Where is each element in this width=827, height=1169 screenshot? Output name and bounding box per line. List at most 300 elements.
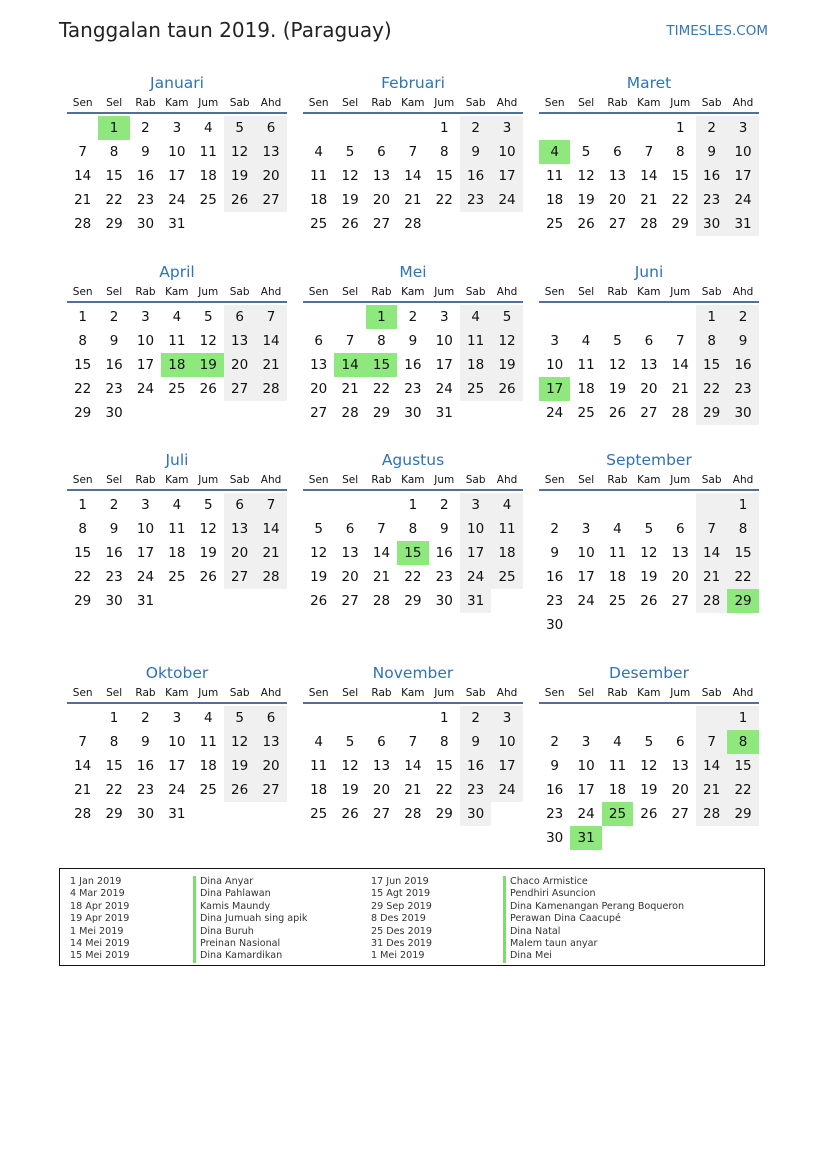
- weekday-label: Rab: [135, 286, 156, 298]
- day-cell: 27: [341, 593, 359, 609]
- empty-cell: [570, 305, 601, 329]
- day-cell: 17: [577, 569, 595, 585]
- day-cell: 6: [314, 333, 323, 349]
- day-cell: 30: [546, 617, 564, 633]
- day-cell: 25: [168, 569, 186, 585]
- day-cell: 27: [372, 216, 391, 232]
- legend-name: Preinan Nasional: [200, 937, 281, 949]
- day-cell: 11: [608, 545, 627, 561]
- weekday-label: Kam: [165, 286, 189, 298]
- day-cell: 7: [644, 144, 654, 160]
- empty-cell: [334, 706, 365, 730]
- day-cell: 13: [671, 758, 689, 774]
- day-cell: 19: [608, 381, 627, 397]
- empty-cell: [633, 116, 664, 140]
- day-cell: 8: [675, 144, 685, 160]
- day-cell: 22: [372, 381, 391, 397]
- weekday-header: [303, 684, 523, 704]
- empty-cell: [303, 116, 334, 140]
- day-cell: 17: [168, 168, 186, 184]
- weekday-label: Kam: [401, 97, 425, 109]
- empty-cell: [397, 116, 428, 140]
- day-cell: 27: [372, 806, 391, 822]
- day-cell: 7: [408, 734, 418, 750]
- day-cell: 26: [310, 593, 328, 609]
- weekday-label: Jum: [198, 474, 219, 486]
- day-cell: 20: [372, 782, 391, 798]
- day-cell: 4: [314, 734, 323, 750]
- empty-cell: [334, 305, 365, 329]
- day-cell: 21: [372, 569, 391, 585]
- month-name: November: [372, 664, 454, 682]
- empty-cell: [633, 493, 664, 517]
- legend-date: 8 Des 2019: [371, 913, 426, 925]
- month-name: Januari: [150, 74, 204, 92]
- day-cell: 26: [577, 216, 595, 232]
- legend-name: Dina Buruh: [200, 925, 254, 937]
- legend-date: 25 Des 2019: [371, 925, 433, 937]
- day-cell: 10: [168, 734, 186, 750]
- day-cell: 25: [310, 806, 328, 822]
- legend-name: Dina Pahlawan: [200, 888, 271, 900]
- empty-cell: [602, 116, 633, 140]
- weekday-header: [539, 471, 759, 491]
- day-cell: 2: [439, 497, 449, 513]
- day-cell: 27: [255, 778, 286, 802]
- day-cell: 25: [199, 782, 217, 798]
- day-cell: 22: [435, 782, 453, 798]
- day-cell: 20: [608, 192, 627, 208]
- day-cell: 29: [696, 401, 727, 425]
- day-cell: 13: [372, 168, 391, 184]
- holiday-day-cell: 17: [539, 377, 570, 401]
- weekday-label: Jum: [198, 286, 219, 298]
- weekday-label: Sen: [72, 474, 93, 486]
- day-cell: 23: [460, 778, 491, 802]
- empty-cell: [602, 706, 633, 730]
- day-cell: 12: [224, 140, 255, 164]
- weekday-label: Rab: [135, 97, 156, 109]
- day-cell: 19: [577, 192, 595, 208]
- day-cell: 23: [696, 188, 727, 212]
- legend-name: Pendhiri Asuncion: [510, 888, 596, 900]
- day-cell: 27: [608, 216, 627, 232]
- day-cell: 22: [671, 192, 689, 208]
- day-cell: 15: [74, 357, 92, 373]
- weekday-header: [539, 684, 759, 704]
- day-cell: 12: [608, 357, 627, 373]
- day-cell: 16: [727, 353, 758, 377]
- day-cell: 13: [224, 517, 255, 541]
- weekday-label: Rab: [371, 474, 392, 486]
- day-cell: 17: [136, 357, 155, 373]
- month-name: Agustus: [381, 451, 445, 469]
- day-cell: 24: [168, 782, 186, 798]
- day-cell: 19: [224, 754, 255, 778]
- day-cell: 14: [372, 545, 391, 561]
- month-name: Juli: [165, 451, 189, 469]
- day-cell: 26: [224, 778, 255, 802]
- day-cell: 30: [460, 802, 491, 826]
- day-cell: 28: [74, 806, 92, 822]
- weekday-label: Sel: [106, 474, 123, 486]
- weekday-header: [67, 94, 287, 114]
- day-cell: 7: [78, 144, 87, 160]
- weekday-label: Sab: [229, 474, 250, 486]
- day-cell: 1: [439, 120, 449, 136]
- day-cell: 23: [136, 782, 155, 798]
- day-cell: 29: [671, 216, 689, 232]
- day-cell: 21: [255, 541, 286, 565]
- day-cell: 18: [460, 353, 491, 377]
- weekday-label: Sab: [229, 687, 250, 699]
- weekday-label: Kam: [637, 97, 661, 109]
- day-cell: 9: [408, 333, 418, 349]
- day-cell: 19: [199, 545, 217, 561]
- day-cell: 6: [224, 305, 255, 329]
- weekday-label: Sen: [308, 286, 329, 298]
- empty-cell: [570, 116, 601, 140]
- day-cell: 12: [341, 168, 359, 184]
- month-mei: [303, 261, 523, 425]
- legend-name: Kamis Maundy: [200, 900, 271, 912]
- day-cell: 16: [546, 782, 564, 798]
- day-cell: 7: [377, 521, 386, 537]
- weekday-label: Rab: [135, 687, 156, 699]
- day-cell: 14: [696, 541, 727, 565]
- day-cell: 3: [172, 120, 182, 136]
- day-cell: 13: [310, 357, 328, 373]
- legend-date: 29 Sep 2019: [371, 900, 432, 912]
- day-cell: 31: [727, 212, 758, 236]
- holiday-day-cell: 8: [727, 730, 758, 754]
- day-cell: 9: [460, 730, 491, 754]
- day-cell: 10: [546, 357, 564, 373]
- day-cell: 13: [372, 758, 391, 774]
- day-cell: 16: [546, 569, 564, 585]
- holiday-day-cell: 1: [366, 305, 397, 329]
- day-cell: 22: [696, 377, 727, 401]
- day-cell: 4: [460, 305, 491, 329]
- day-cell: 9: [439, 521, 449, 537]
- legend-dates-right: [371, 876, 432, 963]
- day-cell: 18: [546, 192, 564, 208]
- day-cell: 23: [460, 188, 491, 212]
- day-cell: 4: [581, 333, 591, 349]
- day-cell: 27: [310, 405, 328, 421]
- day-cell: 14: [74, 758, 92, 774]
- day-cell: 12: [199, 521, 217, 537]
- weekday-label: Kam: [637, 286, 661, 298]
- day-cell: 11: [310, 758, 328, 774]
- weekday-label: Sen: [544, 286, 565, 298]
- day-cell: 20: [255, 754, 286, 778]
- weekday-label: Kam: [637, 687, 661, 699]
- legend-date: 15 Agt 2019: [371, 888, 431, 900]
- holiday-day-cell: 1: [98, 116, 129, 140]
- day-cell: 12: [341, 758, 359, 774]
- legend-date: 1 Jan 2019: [70, 876, 122, 887]
- day-cell: 12: [224, 730, 255, 754]
- day-cell: 20: [224, 541, 255, 565]
- day-cell: 28: [404, 806, 422, 822]
- day-cell: 8: [377, 333, 386, 349]
- day-cell: 11: [546, 168, 564, 184]
- day-cell: 28: [74, 216, 92, 232]
- month-juni: [539, 261, 759, 425]
- weekday-label: Ahd: [496, 286, 518, 298]
- day-cell: 15: [105, 758, 123, 774]
- day-grid: [67, 305, 287, 425]
- weekday-label: Sab: [465, 474, 486, 486]
- day-cell: 16: [696, 164, 727, 188]
- weekday-label: Jum: [670, 286, 691, 298]
- day-cell: 22: [74, 381, 92, 397]
- day-grid: [67, 116, 287, 236]
- weekday-label: Kam: [401, 286, 425, 298]
- weekday-label: Sab: [465, 97, 486, 109]
- day-cell: 11: [491, 517, 522, 541]
- day-cell: 27: [255, 188, 286, 212]
- legend-date: 15 Mei 2019: [70, 950, 130, 962]
- day-cell: 27: [671, 593, 689, 609]
- weekday-label: Sel: [578, 286, 595, 298]
- day-cell: 15: [435, 168, 453, 184]
- weekday-label: Ahd: [260, 97, 282, 109]
- day-cell: 9: [550, 758, 559, 774]
- day-cell: 2: [109, 309, 119, 325]
- weekday-label: Jum: [434, 286, 455, 298]
- day-cell: 30: [136, 216, 155, 232]
- weekday-label: Sab: [701, 687, 722, 699]
- day-cell: 4: [314, 144, 323, 160]
- day-cell: 31: [435, 405, 453, 421]
- day-cell: 11: [168, 333, 186, 349]
- day-grid: [539, 706, 759, 850]
- day-cell: 10: [577, 545, 595, 561]
- day-cell: 14: [255, 517, 286, 541]
- day-cell: 19: [341, 782, 359, 798]
- weekday-label: Sen: [544, 687, 565, 699]
- month-januari: [67, 72, 287, 236]
- weekday-header: [539, 94, 759, 114]
- day-cell: 20: [671, 782, 689, 798]
- day-cell: 2: [408, 309, 418, 325]
- day-cell: 24: [491, 188, 522, 212]
- day-cell: 18: [577, 381, 595, 397]
- day-cell: 22: [404, 569, 422, 585]
- day-cell: 30: [727, 401, 758, 425]
- day-cell: 17: [491, 754, 522, 778]
- day-cell: 28: [341, 405, 359, 421]
- weekday-label: Kam: [165, 687, 189, 699]
- day-cell: 21: [696, 778, 727, 802]
- day-cell: 15: [435, 758, 453, 774]
- day-cell: 23: [105, 381, 123, 397]
- day-cell: 10: [491, 140, 522, 164]
- brand-link[interactable]: TIMESLES.COM: [666, 23, 768, 39]
- day-cell: 24: [460, 565, 491, 589]
- weekday-label: Sel: [578, 474, 595, 486]
- legend-name: Perawan Dina Caacupé: [510, 913, 621, 925]
- day-cell: 5: [644, 521, 654, 537]
- day-cell: 13: [671, 545, 689, 561]
- day-cell: 1: [727, 493, 758, 517]
- day-cell: 23: [404, 381, 422, 397]
- day-cell: 17: [136, 545, 155, 561]
- day-cell: 31: [168, 216, 186, 232]
- empty-cell: [303, 493, 334, 517]
- month-april: [67, 261, 287, 425]
- weekday-header: [67, 283, 287, 303]
- day-cell: 28: [255, 565, 286, 589]
- legend-date: 1 Mei 2019: [371, 950, 425, 962]
- day-cell: 28: [372, 593, 391, 609]
- day-cell: 1: [78, 497, 87, 513]
- day-cell: 25: [460, 377, 491, 401]
- empty-cell: [67, 116, 98, 140]
- day-cell: 25: [608, 593, 627, 609]
- empty-cell: [334, 116, 365, 140]
- day-cell: 26: [341, 806, 359, 822]
- month-name: Maret: [626, 74, 672, 92]
- day-cell: 13: [608, 168, 627, 184]
- day-cell: 16: [460, 754, 491, 778]
- day-cell: 19: [491, 353, 522, 377]
- day-cell: 29: [74, 405, 92, 421]
- day-cell: 26: [224, 188, 255, 212]
- day-cell: 14: [255, 329, 286, 353]
- weekday-label: Sen: [308, 97, 329, 109]
- day-cell: 20: [255, 164, 286, 188]
- legend-date: 17 Jun 2019: [371, 876, 429, 887]
- day-cell: 22: [105, 782, 123, 798]
- day-cell: 26: [199, 381, 217, 397]
- day-cell: 20: [341, 569, 359, 585]
- month-name: April: [159, 263, 195, 281]
- day-cell: 19: [310, 569, 328, 585]
- day-cell: 11: [608, 758, 627, 774]
- day-cell: 26: [608, 405, 627, 421]
- day-cell: 24: [136, 381, 155, 397]
- weekday-label: Kam: [637, 474, 661, 486]
- day-cell: 25: [199, 192, 217, 208]
- day-cell: 2: [550, 734, 559, 750]
- day-cell: 20: [372, 192, 391, 208]
- day-cell: 5: [224, 116, 255, 140]
- day-cell: 19: [640, 782, 658, 798]
- weekday-label: Rab: [607, 97, 628, 109]
- day-cell: 12: [199, 333, 217, 349]
- holiday-day-cell: 29: [727, 589, 758, 613]
- day-cell: 18: [608, 782, 627, 798]
- weekday-label: Jum: [670, 474, 691, 486]
- day-cell: 14: [74, 168, 92, 184]
- day-cell: 23: [105, 569, 123, 585]
- day-cell: 5: [644, 734, 654, 750]
- day-cell: 11: [168, 521, 186, 537]
- empty-cell: [67, 706, 98, 730]
- day-cell: 23: [727, 377, 758, 401]
- day-cell: 29: [372, 405, 391, 421]
- day-cell: 12: [310, 545, 328, 561]
- month-juli: [67, 449, 287, 613]
- holiday-day-cell: 14: [334, 353, 365, 377]
- day-cell: 3: [141, 497, 150, 513]
- month-agustus: [303, 449, 523, 613]
- weekday-label: Rab: [371, 687, 392, 699]
- day-cell: 31: [168, 806, 186, 822]
- day-cell: 26: [640, 806, 658, 822]
- weekday-label: Kam: [165, 97, 189, 109]
- legend-date: 31 Des 2019: [371, 937, 433, 949]
- day-cell: 26: [341, 216, 359, 232]
- day-cell: 14: [404, 758, 422, 774]
- day-cell: 28: [404, 216, 422, 232]
- legend-name: Dina Jumuah sing apik: [200, 913, 308, 925]
- day-grid: [303, 706, 523, 826]
- weekday-label: Kam: [401, 687, 425, 699]
- empty-cell: [366, 493, 397, 517]
- day-cell: 3: [491, 706, 522, 730]
- day-cell: 24: [136, 569, 155, 585]
- day-cell: 15: [696, 353, 727, 377]
- day-grid: [67, 493, 287, 613]
- day-cell: 5: [613, 333, 622, 349]
- day-cell: 14: [671, 357, 689, 373]
- day-cell: 13: [341, 545, 359, 561]
- empty-cell: [303, 305, 334, 329]
- day-cell: 2: [109, 497, 119, 513]
- day-cell: 2: [141, 710, 150, 726]
- day-grid: [539, 116, 759, 236]
- day-cell: 17: [491, 164, 522, 188]
- day-cell: 16: [404, 357, 422, 373]
- day-cell: 30: [696, 212, 727, 236]
- legend-date: 1 Mei 2019: [70, 925, 124, 937]
- weekday-label: Ahd: [260, 286, 282, 298]
- weekday-label: Sab: [465, 687, 486, 699]
- day-cell: 30: [105, 593, 123, 609]
- day-cell: 2: [550, 521, 559, 537]
- day-cell: 24: [168, 192, 186, 208]
- legend-date: 4 Mar 2019: [70, 888, 125, 900]
- legend-name: Dina Anyar: [200, 876, 254, 887]
- weekday-label: Rab: [607, 687, 628, 699]
- day-cell: 30: [404, 405, 422, 421]
- weekday-header: [539, 283, 759, 303]
- weekday-label: Ahd: [496, 97, 518, 109]
- weekday-header: [303, 471, 523, 491]
- weekday-header: [67, 684, 287, 704]
- legend-names-right: [510, 876, 684, 963]
- day-cell: 14: [696, 754, 727, 778]
- day-cell: 17: [727, 164, 758, 188]
- weekday-label: Sen: [544, 97, 565, 109]
- day-cell: 8: [439, 144, 449, 160]
- day-cell: 31: [136, 593, 155, 609]
- day-cell: 31: [460, 589, 491, 613]
- empty-cell: [570, 493, 601, 517]
- day-cell: 5: [345, 144, 355, 160]
- day-cell: 17: [168, 758, 186, 774]
- day-cell: 14: [640, 168, 658, 184]
- day-cell: 3: [581, 734, 591, 750]
- month-name: Mei: [399, 263, 427, 281]
- day-grid: [303, 116, 523, 236]
- day-cell: 1: [78, 309, 87, 325]
- day-cell: 29: [435, 806, 453, 822]
